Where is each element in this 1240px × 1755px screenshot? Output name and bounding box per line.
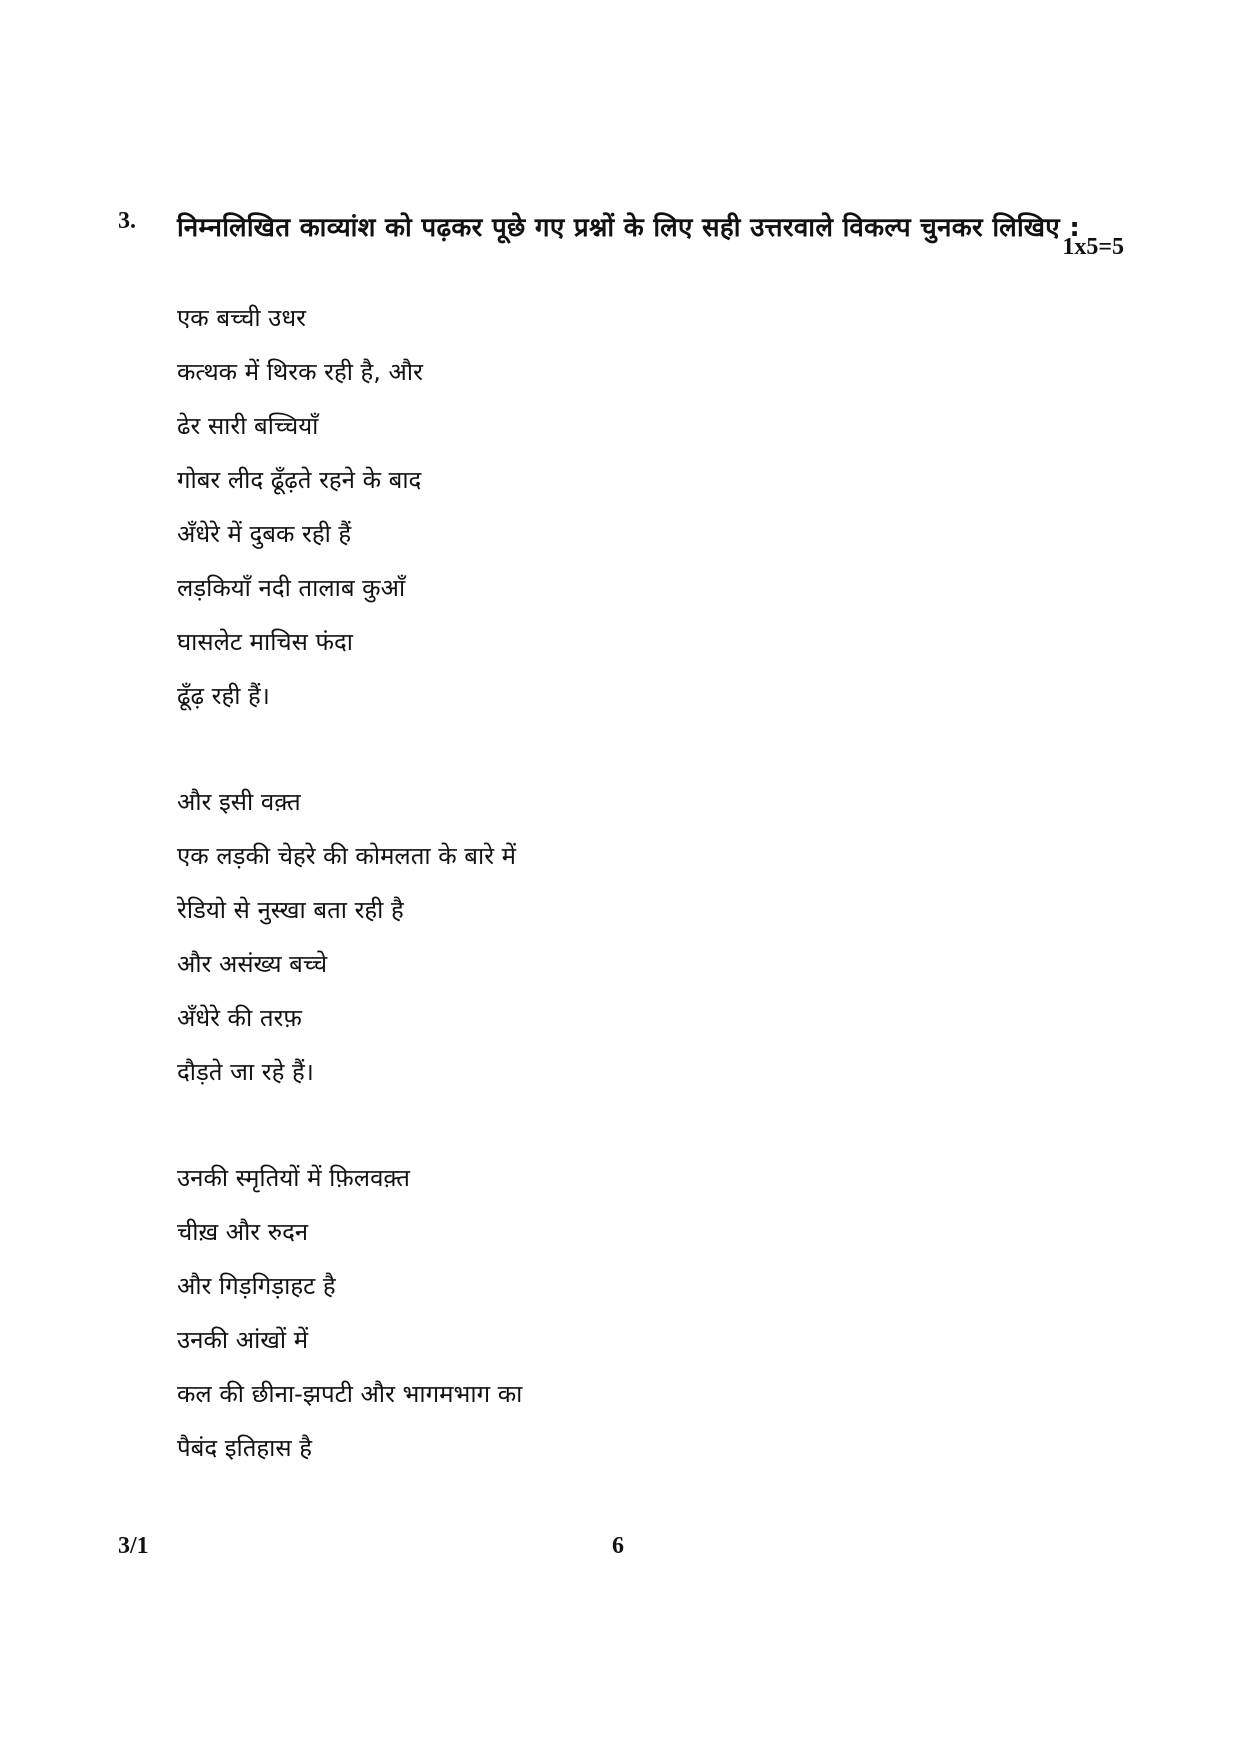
poem-stanza-1 — [177, 298, 977, 730]
poem-line: ढूँढ़ रही हैं। — [177, 682, 270, 710]
paper-code: 3/1 — [118, 1533, 149, 1559]
poem-line: और इसी वक़्त — [177, 788, 301, 816]
poem-line: कत्थक में थिरक रही है, और — [177, 358, 423, 386]
poem-line: लड़कियाँ नदी तालाब कुआँ — [177, 574, 406, 602]
poem — [177, 298, 977, 1534]
page-number: 6 — [612, 1533, 624, 1559]
poem-line: ढेर सारी बच्चियाँ — [177, 412, 319, 440]
poem-line: पैबंद इतिहास है — [177, 1434, 312, 1462]
question-number: 3. — [118, 208, 136, 234]
poem-line: चीख़ और रुदन — [177, 1218, 309, 1246]
poem-line: उनकी आंखों में — [177, 1326, 309, 1354]
poem-line: गोबर लीद ढूँढ़ते रहने के बाद — [177, 466, 422, 494]
poem-line: एक बच्ची उधर — [177, 304, 306, 332]
question-marks: 1x5=5 — [1062, 234, 1124, 260]
poem-line: और गिड़गिड़ाहट है — [177, 1272, 336, 1300]
poem-line: एक लड़की चेहरे की कोमलता के बारे में — [177, 842, 517, 870]
question-instruction: निम्नलिखित काव्यांश को पढ़कर पूछे गए प्रश्नों के लिए सही उत्तरवाले विकल्प चुनकर लिखिए : — [177, 213, 1081, 243]
poem-line: अँधेरे में दुबक रही हैं — [177, 520, 352, 548]
poem-line: रेडियो से नुस्खा बता रही है — [177, 896, 404, 924]
poem-line: अँधेरे की तरफ़ — [177, 1004, 302, 1032]
poem-line: और असंख्य बच्चे — [177, 950, 328, 978]
poem-line: घासलेट माचिस फंदा — [177, 628, 353, 656]
poem-line: दौड़ते जा रहे हैं। — [177, 1058, 314, 1086]
poem-line: कल की छीना-झपटी और भागमभाग का — [177, 1380, 523, 1408]
poem-stanza-2 — [177, 782, 977, 1106]
poem-stanza-3 — [177, 1158, 977, 1482]
poem-line: उनकी स्मृतियों में फ़िलवक़्त — [177, 1164, 410, 1192]
